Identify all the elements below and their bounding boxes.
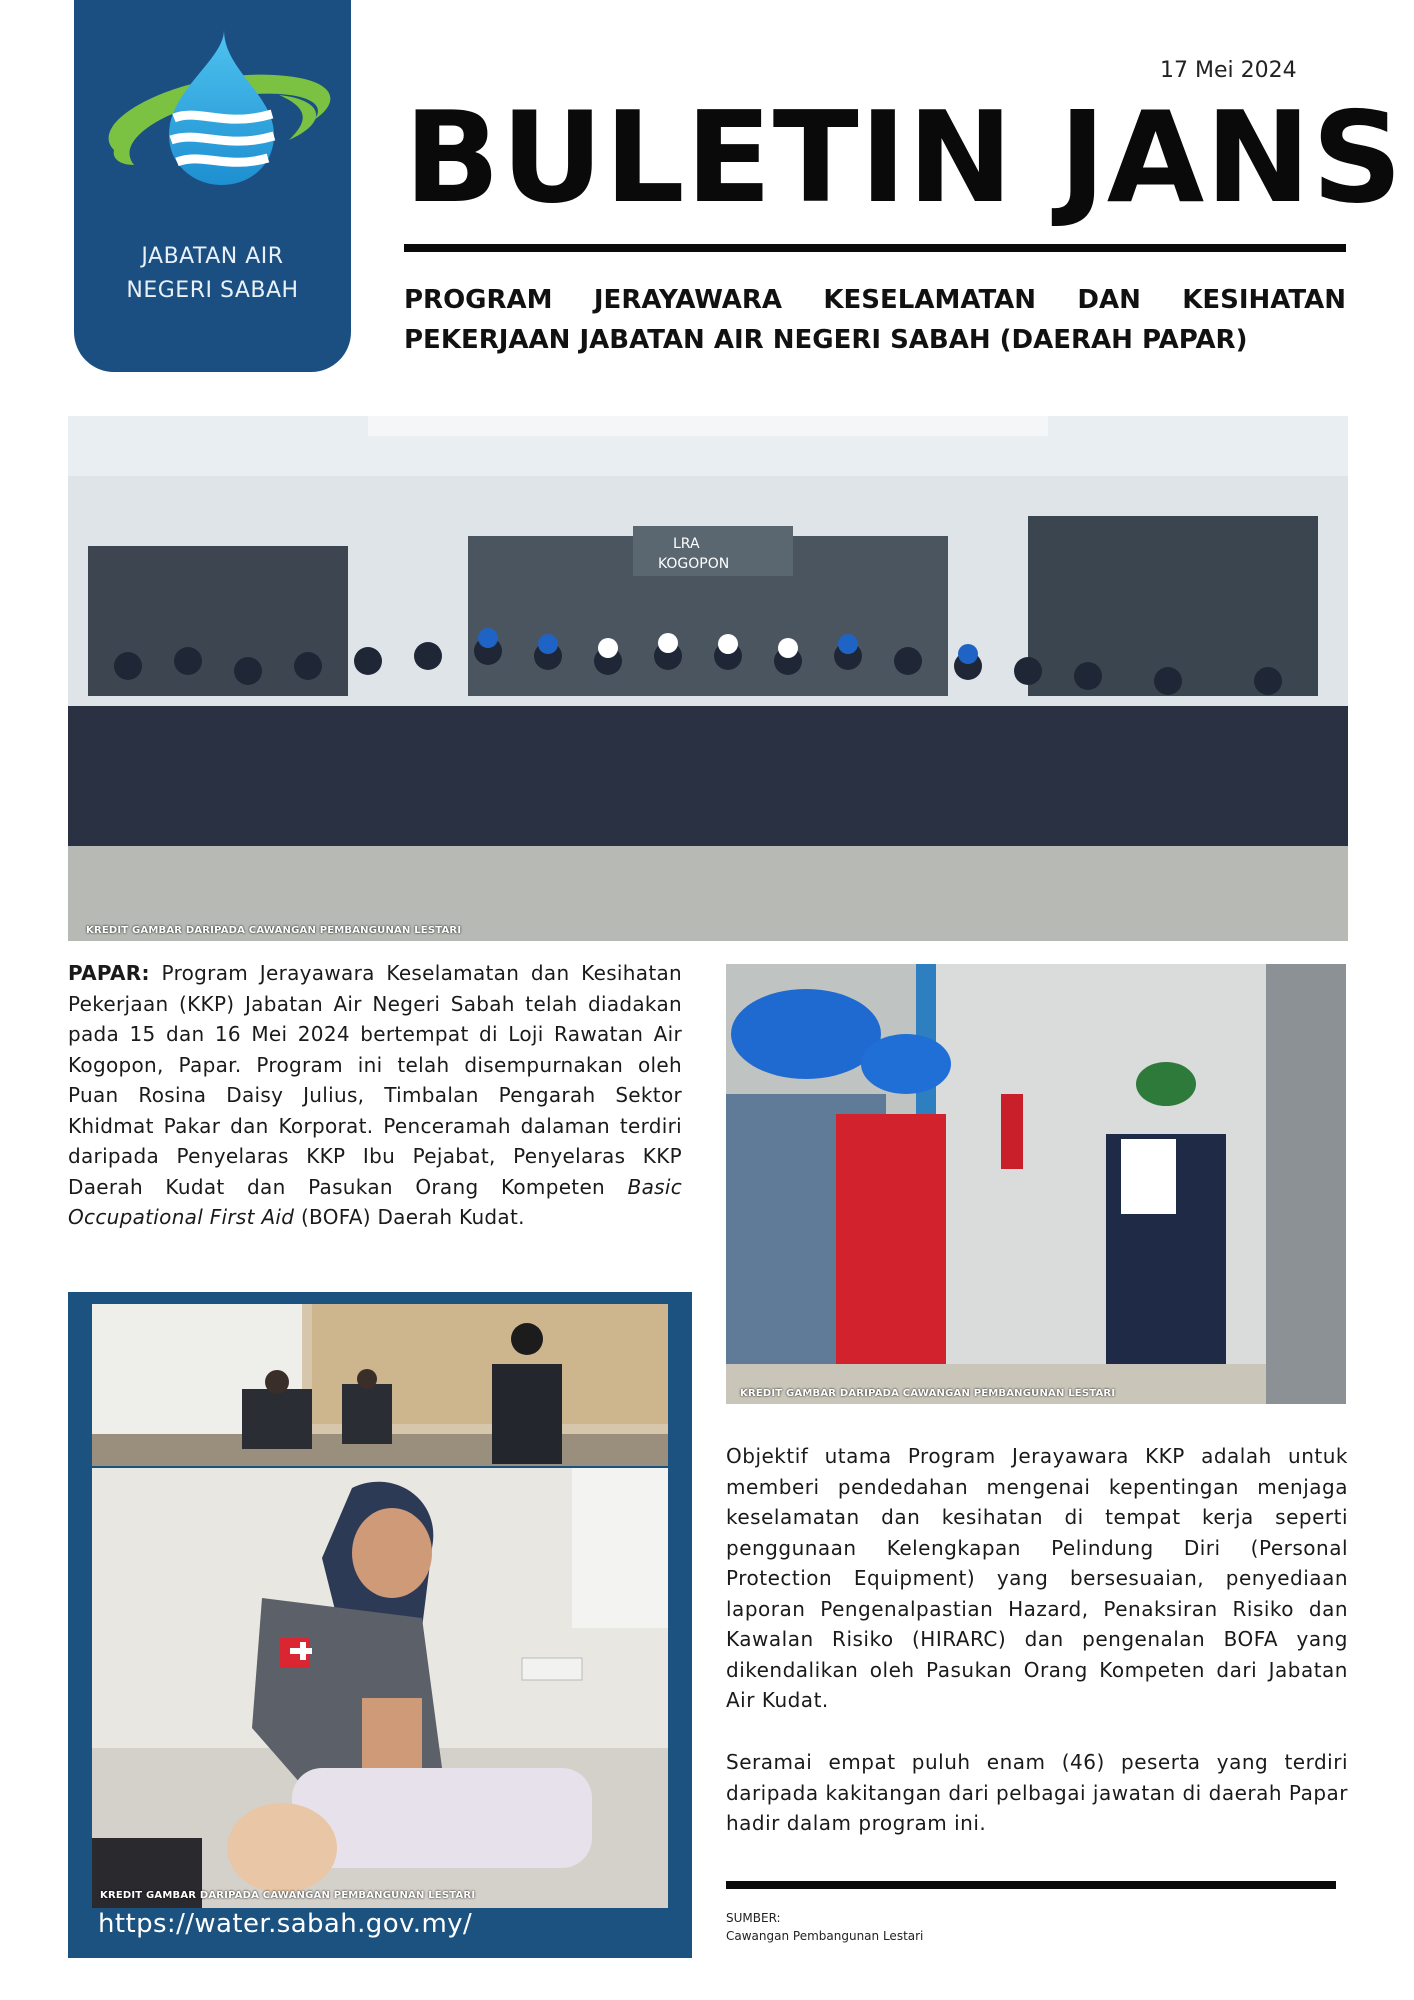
intro-location-lead: PAPAR:: [68, 961, 150, 985]
intro-text-2: (BOFA) Daerah Kudat.: [294, 1205, 525, 1229]
logo-line-1: JABATAN AIR: [141, 244, 284, 269]
logo-panel: [74, 0, 351, 372]
building-sign-line-1: LRA: [673, 536, 700, 552]
issue-date: 17 Mei 2024: [1160, 58, 1297, 83]
participants-paragraph: Seramai empat puluh enam (46) peserta yang terdiri daripada kakitangan dari pelbagai jawatan di daerah Papar hadir dalam program ini.: [726, 1750, 1348, 1835]
group-photo: [68, 416, 1348, 941]
photo-credit-collage: KREDIT GAMBAR DARIPADA CAWANGAN PEMBANGUNAN LESTARI: [100, 1890, 476, 1901]
photo-credit-right: KREDIT GAMBAR DARIPADA CAWANGAN PEMBANGUNAN LESTARI: [740, 1388, 1116, 1399]
briefing-photo-illustration: [726, 964, 1346, 1404]
intro-italic-term: Basic Occupational First Aid: [68, 1174, 682, 1229]
building-sign-line-2: KOGOPON: [658, 556, 730, 572]
intro-text-1: Program Jerayawara Keselamatan dan Kesihatan Pekerjaan (KKP) Jabatan Air Negeri Sabah telah diadakan pada 15 dan 16 Mei 2024 bertempat di Loji Rawatan Air Kogopon, Papar. Program ini telah disempurnakan oleh Puan Rosina Daisy Julius, Timbalan Pengarah Sektor Khidmat Pakar dan Korporat. Penceramah dalaman terdiri daripada Penyelaras KKP Ibu Pejabat, Penyelaras KKP Daerah Kudat dan Pasukan Orang Kompeten: [68, 961, 682, 1199]
group-photo-illustration: [68, 416, 1348, 941]
article-headline: PROGRAM JERAYAWARA KESELAMATAN DAN KESIHATAN PEKERJAAN JABATAN AIR NEGERI SABAH (DAERAH PAPAR): [404, 285, 1346, 355]
lecture-photo-illustration: [92, 1304, 668, 1466]
lecture-photo: [92, 1304, 668, 1466]
source-label: SUMBER:: [726, 1911, 781, 1925]
intro-paragraph: [68, 958, 682, 1233]
website-link[interactable]: https://water.sabah.gov.my/: [98, 1909, 473, 1939]
cpr-training-photo: [92, 1468, 668, 1908]
logo-line-2: NEGERI SABAH: [126, 278, 299, 303]
logo-text: [74, 240, 351, 308]
source-divider: [726, 1881, 1336, 1889]
training-collage: [68, 1292, 692, 1958]
title-divider: [404, 244, 1346, 252]
water-drop-logo-icon: [74, 0, 351, 240]
objective-paragraph: Objektif utama Program Jerayawara KKP adalah untuk memberi pendedahan mengenai kepentingan menjaga keselamatan dan kesihatan di tempat kerja seperti penggunaan Kelengkapan Pelindung Diri (Personal Protection Equipment) yang bersesuaian, penyediaan laporan Pengenalpastian Hazard, Penaksiran Risiko dan Kawalan Risiko (HIRARC) dan pengenalan BOFA yang dikendalikan oleh Pasukan Orang Kompeten dari Jabatan Air Kudat.: [726, 1444, 1348, 1712]
cpr-training-illustration: [92, 1468, 668, 1908]
source-value: Cawangan Pembangunan Lestari: [726, 1929, 924, 1943]
briefing-photo: [726, 964, 1346, 1404]
photo-credit-main: KREDIT GAMBAR DARIPADA CAWANGAN PEMBANGUNAN LESTARI: [86, 925, 462, 936]
bulletin-title: BULETIN JANS: [404, 84, 1404, 231]
